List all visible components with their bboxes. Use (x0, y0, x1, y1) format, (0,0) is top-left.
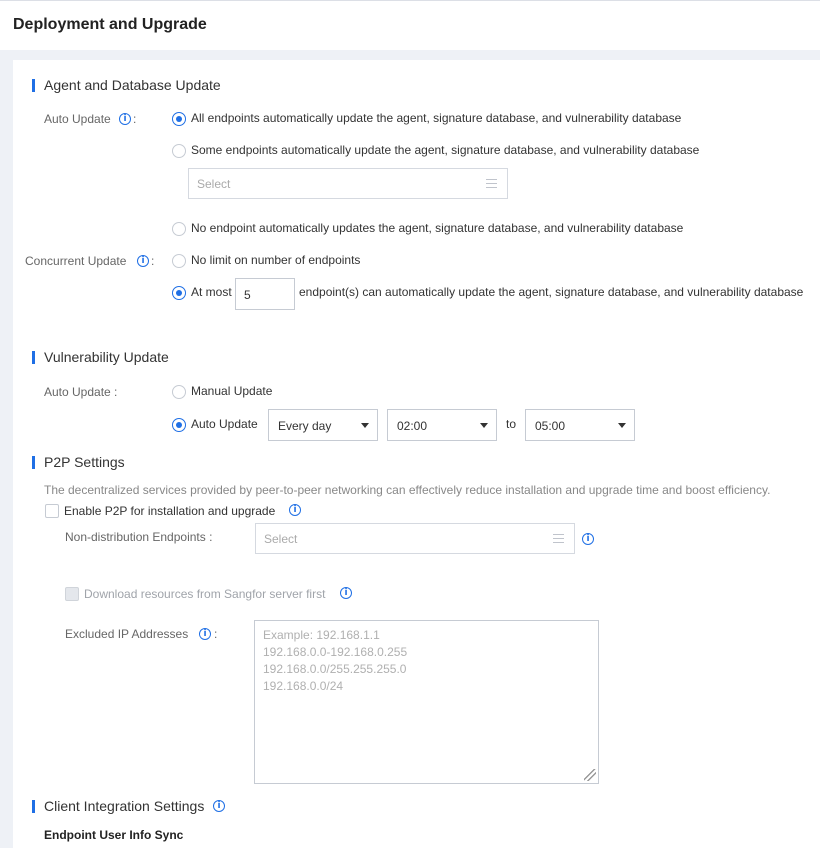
info-icon[interactable]: i (137, 255, 149, 267)
vuln-auto-update-label: Auto Update : (44, 385, 118, 399)
excluded-ip-textarea[interactable] (254, 620, 599, 784)
page-title: Deployment and Upgrade (13, 16, 207, 33)
chevron-down-icon (618, 423, 626, 428)
concurrent-count-value: 5 (244, 288, 251, 302)
radio-some-endpoints[interactable] (172, 144, 186, 158)
radio-no-endpoint[interactable] (172, 222, 186, 236)
settings-panel (13, 60, 820, 848)
option-some-endpoints-label: Some endpoints automatically update the agent, signature database, and vulnerability database (191, 143, 700, 157)
section-heading-client-integration: Client Integration Settings (44, 798, 205, 814)
endpoint-user-info-sync-heading: Endpoint User Info Sync (44, 828, 184, 842)
non-distribution-select-input[interactable] (255, 523, 575, 554)
non-distribution-label: Non-distribution Endpoints : (65, 530, 213, 544)
radio-auto-update[interactable] (172, 418, 186, 432)
select-placeholder: Select (264, 532, 298, 546)
info-icon[interactable]: i (582, 533, 594, 545)
auto-update-label: Auto Update (44, 112, 111, 126)
start-time-value: 02:00 (397, 419, 428, 433)
frequency-select[interactable] (268, 409, 378, 441)
download-first-label: Download resources from Sangfor server first (84, 587, 326, 601)
list-icon (486, 179, 497, 188)
manual-update-label: Manual Update (191, 384, 273, 398)
info-icon[interactable]: i (289, 504, 301, 516)
select-placeholder: Select (197, 177, 231, 191)
page-header (0, 0, 820, 50)
end-time-select[interactable] (525, 409, 635, 441)
concurrent-update-label: Concurrent Update (25, 254, 127, 268)
enable-p2p-label: Enable P2P for installation and upgrade (64, 504, 276, 518)
concurrent-update-colon: : (151, 254, 155, 268)
section-heading-p2p: P2P Settings (44, 454, 125, 470)
info-icon[interactable]: i (119, 113, 131, 125)
to-label: to (506, 417, 517, 431)
radio-at-most[interactable] (172, 286, 186, 300)
list-icon (553, 534, 564, 543)
radio-no-limit[interactable] (172, 254, 186, 268)
frequency-value: Every day (278, 419, 332, 433)
section-heading-agent-update: Agent and Database Update (44, 77, 221, 93)
endpoint-select-input[interactable] (188, 168, 508, 199)
start-time-select[interactable] (387, 409, 497, 441)
info-icon[interactable]: i (213, 800, 225, 812)
concurrent-count-input[interactable] (235, 278, 295, 310)
enable-p2p-checkbox[interactable] (45, 504, 59, 518)
auto-update-colon: : (133, 112, 137, 126)
at-most-suffix-label: endpoint(s) can automatically update the agent, signature database, and vulnerability database (299, 285, 804, 299)
end-time-value: 05:00 (535, 419, 566, 433)
info-icon[interactable]: i (340, 587, 352, 599)
radio-manual-update[interactable] (172, 385, 186, 399)
option-no-endpoint-label: No endpoint automatically updates the agent, signature database, and vulnerability database (191, 221, 684, 235)
info-icon[interactable]: i (199, 628, 211, 640)
resize-handle-icon[interactable] (584, 769, 596, 781)
p2p-description: The decentralized services provided by peer-to-peer networking can effectively reduce installation and upgrade time and boost efficiency. (44, 483, 771, 497)
option-all-endpoints-label: All endpoints automatically update the agent, signature database, and vulnerability database (191, 111, 682, 125)
auto-update-option-label: Auto Update (191, 417, 258, 431)
at-most-label: At most (191, 285, 232, 299)
excluded-ip-placeholder: Example: 192.168.1.1 192.168.0.0-192.168.0.255 192.168.0.0/255.255.255.0 192.168.0.0/24 (263, 628, 408, 693)
chevron-down-icon (480, 423, 488, 428)
excluded-ip-label: Excluded IP Addresses (65, 627, 189, 641)
excluded-ip-colon: : (214, 627, 218, 641)
download-first-checkbox[interactable] (65, 587, 79, 601)
chevron-down-icon (361, 423, 369, 428)
no-limit-label: No limit on number of endpoints (191, 253, 361, 267)
section-heading-vulnerability-update: Vulnerability Update (44, 349, 169, 365)
radio-all-endpoints[interactable] (172, 112, 186, 126)
